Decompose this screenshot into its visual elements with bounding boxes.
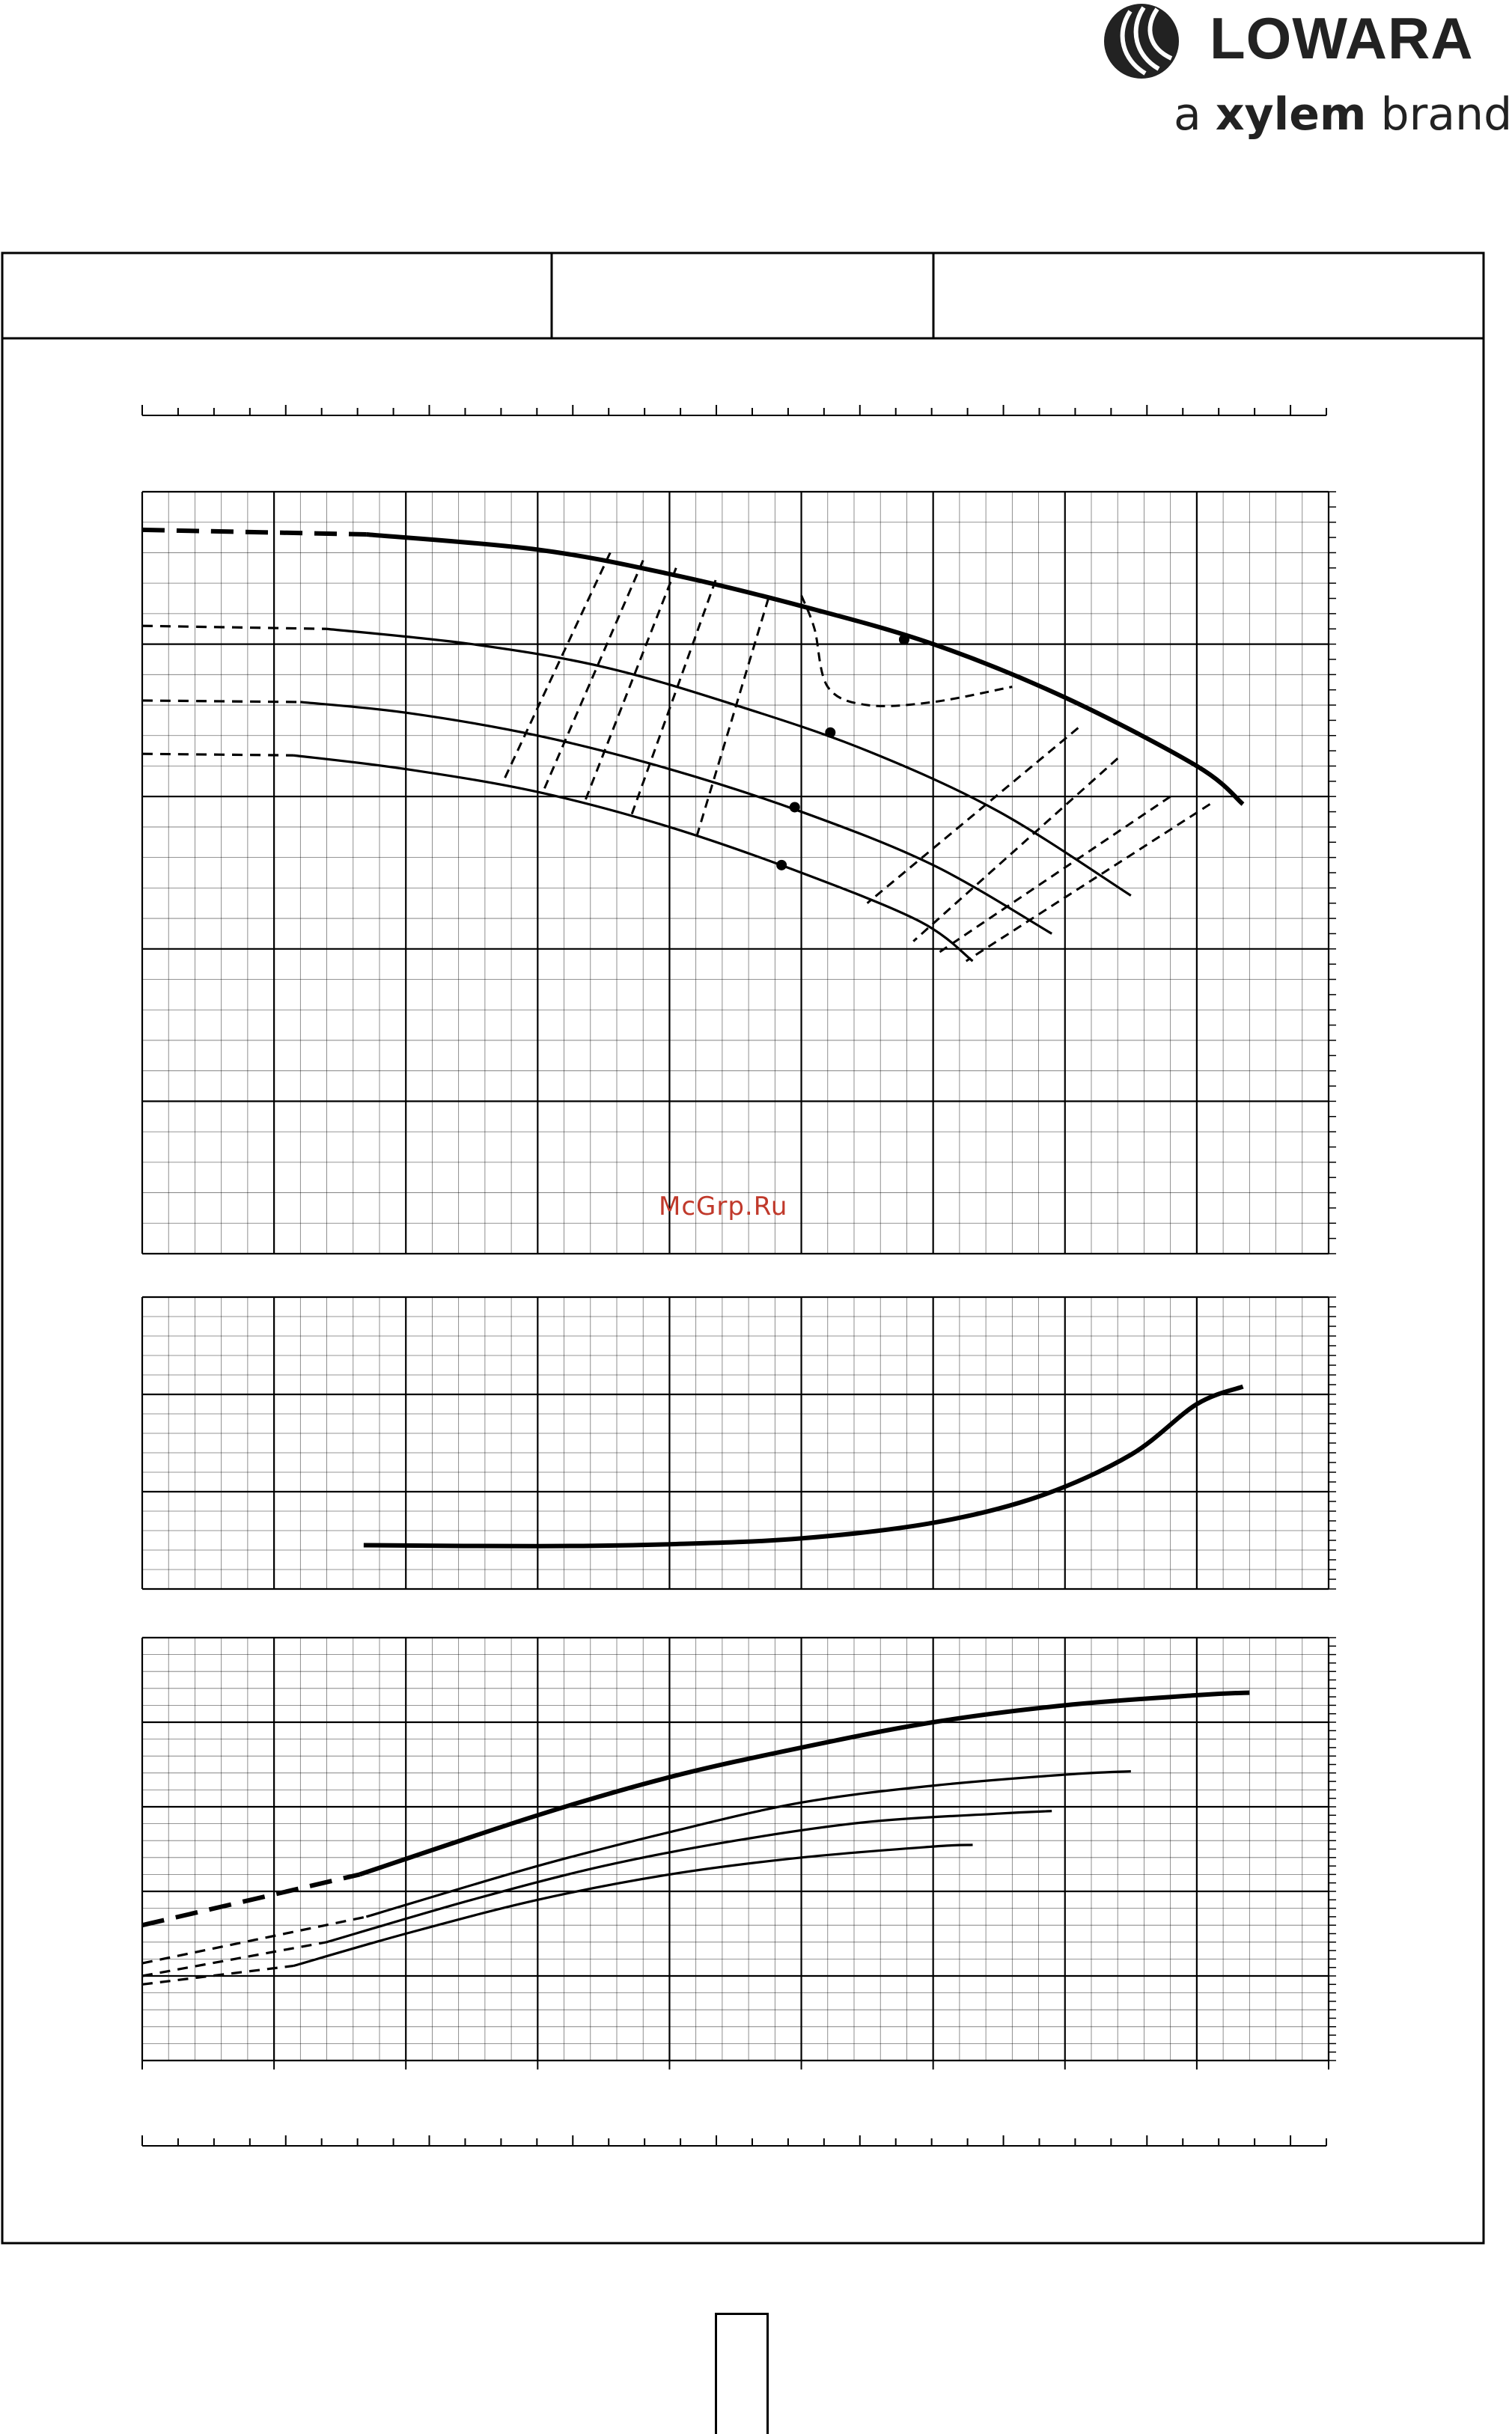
droplet-icon (1100, 0, 1183, 82)
head-curve-panel (142, 492, 1336, 1254)
watermark: McGrp.Ru (659, 1192, 788, 1221)
series-1-dashed (142, 626, 327, 629)
series-1-line (327, 629, 1131, 895)
series-marker-3 (776, 860, 787, 870)
performance-chart-sheet (0, 251, 1486, 2245)
series-0-line (364, 1387, 1243, 1546)
page-number-box (715, 2313, 769, 2434)
series-marker-0 (899, 634, 909, 644)
outer-border (2, 253, 1484, 2243)
iso-efficiency-line-right-0 (868, 728, 1079, 903)
tagline-suffix: brand (1380, 88, 1512, 141)
series-0-line (360, 1692, 1250, 1874)
series-0-dashed (142, 530, 366, 534)
series-0-dashed (142, 1874, 360, 1925)
bottom-scale (142, 2135, 1326, 2146)
series-marker-1 (825, 728, 835, 738)
iso-efficiency-line-right-2 (939, 796, 1170, 952)
npsh-curve-panel (142, 1297, 1336, 1589)
sheet-frame (2, 253, 1484, 2243)
series-3-dashed (142, 754, 294, 755)
brand-logo (1100, 0, 1512, 157)
series-2-dashed (142, 701, 300, 702)
iso-efficiency-line-right-3 (966, 804, 1210, 961)
iso-efficiency-line-3 (630, 580, 716, 820)
iso-efficiency-line-right-1 (913, 758, 1118, 941)
brand-tagline (1174, 88, 1512, 141)
iso-efficiency-line-2 (584, 568, 676, 805)
brand-name: LOWARA (1210, 5, 1474, 71)
tagline-brand: xylem (1215, 88, 1367, 141)
tagline-prefix: a (1174, 88, 1201, 141)
series-3-line (294, 755, 973, 961)
iso-efficiency-line-4 (696, 599, 769, 840)
series-2-line (327, 1811, 1052, 1942)
top-scale (142, 405, 1326, 415)
power-curve-panel (142, 1638, 1336, 2069)
series-2-line (300, 702, 1052, 933)
series-3-dashed (142, 1965, 294, 1984)
series-marker-2 (790, 802, 800, 812)
